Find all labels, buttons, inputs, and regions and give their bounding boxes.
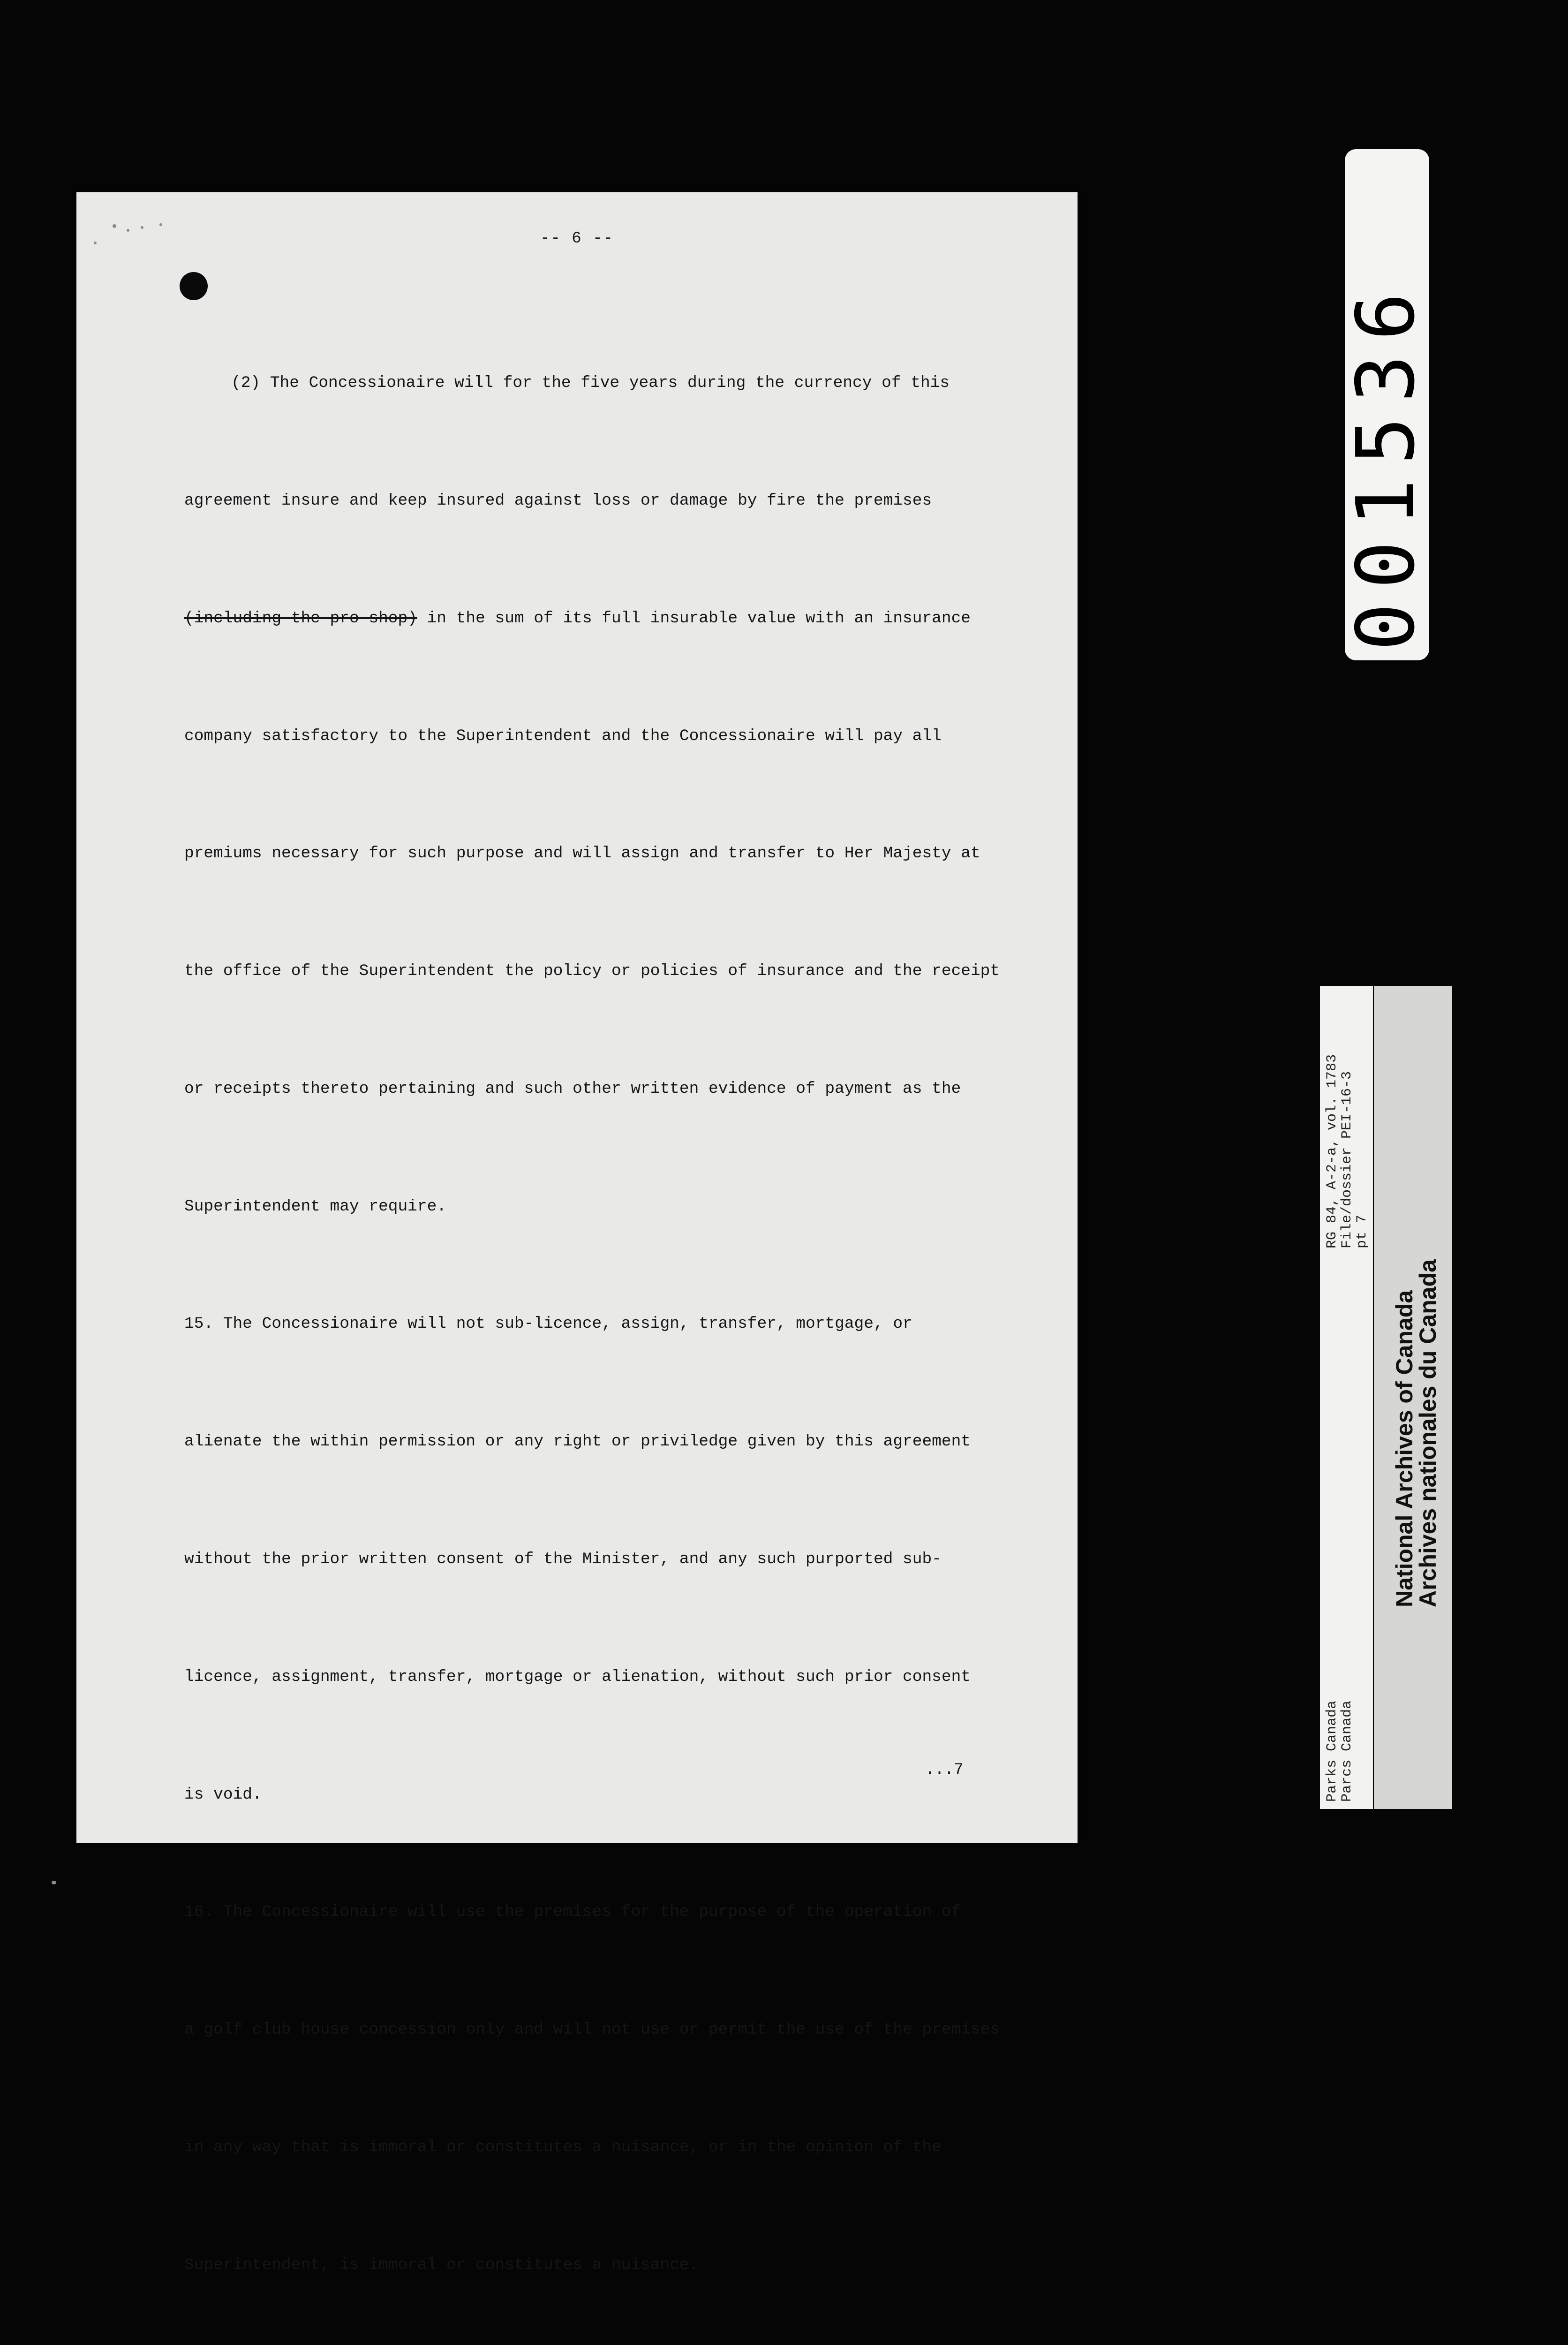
text-line: alienate the within permission or any right or priviledge given by this agreement <box>184 1432 971 1451</box>
struck-text: (including the pro shop) <box>184 609 417 628</box>
institution-en: National Archives of Canada <box>1391 1290 1417 1607</box>
institution-fr: Archives nationales du Canada <box>1415 1259 1441 1607</box>
text-line: in any way that is immoral or constitutes a nuisance, or in the opinion of the <box>184 2138 942 2156</box>
text-line: company satisfactory to the Superintendent and the Concessionaire will pay all <box>184 726 942 745</box>
text-line: is void. <box>184 1785 262 1804</box>
film-speck <box>52 1881 56 1884</box>
film-frame-number <box>1340 149 1432 660</box>
text-line: the office of the Superintendent the policy or policies of insurance and the receipt <box>184 962 1000 981</box>
continuation-marker: ...7 <box>925 1761 964 1779</box>
text-line: premiums necessary for such purpose and will assign and transfer to Her Majesty at <box>184 844 980 863</box>
text-line: agreement insure and keep insured against loss or damage by fire the premises <box>184 491 932 510</box>
parks-canada-label <box>1325 1701 1355 1802</box>
parks-fr: Parcs Canada <box>1339 1700 1355 1802</box>
archive-reference <box>1325 1054 1370 1248</box>
document-page <box>76 192 1078 2274</box>
document-body <box>184 285 1052 2345</box>
film-speck <box>127 229 129 232</box>
text-line: Superintendent may require. <box>184 1197 446 1216</box>
text-line: licence, assignment, transfer, mortgage or alienation, without such prior consent <box>184 1667 971 1686</box>
text-line: a golf club house concession only and will not use or permit the use of the premises <box>184 2020 1000 2039</box>
film-speck <box>94 242 97 244</box>
reference-line: pt 7 <box>1354 1214 1370 1248</box>
text-line: 16. The Concessionaire will use the premises for the purpose of the operation of <box>184 1903 961 1921</box>
text-line-rest: in the sum of its full insurable value with an insurance <box>417 609 971 628</box>
text-line <box>184 599 1052 638</box>
page-number: -- 6 -- <box>540 230 614 248</box>
institution-label <box>1393 1259 1440 1607</box>
text-line: (2) The Concessionaire will for the five years during the currency of this <box>231 374 950 393</box>
film-speck <box>141 226 143 229</box>
archive-reference-strip <box>1320 986 1373 1809</box>
film-speck <box>159 223 162 226</box>
text-line: or receipts thereto pertaining and such other written evidence of payment as the <box>184 1079 961 1098</box>
text-line: 15. The Concessionaire will not sub-licence, assign, transfer, mortgage, or <box>184 1315 912 1333</box>
film-number-text: 001536 <box>1340 278 1432 651</box>
text-line: Superintendent, is immoral or constitutes a nuisance. <box>184 2255 699 2274</box>
film-speck <box>113 224 116 228</box>
reference-line: File/dossier PEI-16-3 <box>1339 1071 1355 1248</box>
institution-strip <box>1374 986 1452 1809</box>
text-line: without the prior written consent of the Minister, and any such purported sub- <box>184 1550 942 1568</box>
reference-line: RG 84, A-2-a, vol. 1783 <box>1324 1054 1340 1248</box>
parks-en: Parks Canada <box>1324 1700 1340 1802</box>
